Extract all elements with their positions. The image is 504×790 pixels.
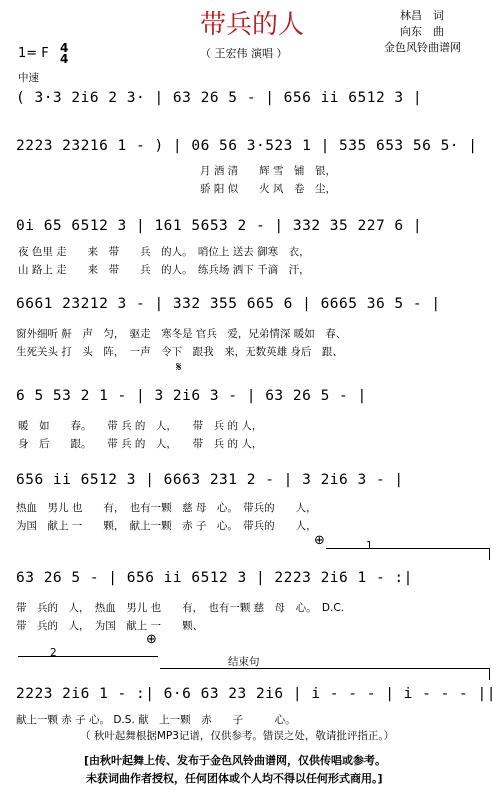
copyright-line-1: [由秋叶起舞上传、发布于金色风铃曲谱网，仅供传唱或参考。 <box>84 754 387 767</box>
score-row-5-lyrics-1: 暖 如 春。 带 兵 的 人， 带 兵 的 人， <box>18 420 263 432</box>
score-row-3-lyrics-1: 夜 色里 走 来 带 兵 的人。 哨位上 送去 御寒 衣， <box>18 246 310 258</box>
score-row-4-notes: 6661 23212 3 - | 332 355 665 6 | 6665 36 5 - | <box>16 296 441 312</box>
singer-credit: （ 王宏伟 演唱 ） <box>200 47 288 60</box>
key-signature: 1= F <box>18 46 49 61</box>
score-row-4-lyrics-1: 窗外细听 鼾 声 匀， 驱走 寒冬是 官兵 爱，兄弟情深 暖如 春、 <box>16 328 347 340</box>
score-row-2-lyrics-1: 月 酒 清 辉 雪 铺 银， <box>200 165 337 177</box>
score-row-3-lyrics-2: 山 路上 走 来 带 兵 的人。 练兵场 洒下 千滴 汗， <box>18 264 310 276</box>
ending-bracket-end <box>489 668 490 680</box>
volta-2-bracket <box>18 656 158 657</box>
score-row-6-lyrics-2: 为国 献上 一 颗， 献上一颗 赤 子 心。 带兵的 人， <box>16 520 317 532</box>
score-row-2-notes: 2223 23216 1 - ) | 06 56 3·523 1 | 535 653 56 5· | <box>16 138 478 154</box>
coda-sign-1: ⊕ <box>314 533 325 548</box>
score-row-8-notes: 2223 2i6 1 - :| 6·6 63 23 2i6 | i - - - | i - - - || <box>16 686 496 702</box>
score-row-5-lyrics-2: 身 后 跟。 带 兵 的 人， 带 兵 的 人， <box>18 438 263 450</box>
time-sig-bottom: 4 <box>60 52 69 66</box>
time-signature <box>60 43 68 65</box>
transcription-note: （ 秋叶起舞根据MP3记谱，仅供参考。错误之处，敬请批评指正。） <box>80 730 395 742</box>
score-row-5-notes: 6 5 53 2 1 - | 3 2i6 3 - | 63 26 5 - | <box>16 388 367 404</box>
volta-1-bracket <box>326 548 490 549</box>
score-row-6-notes: 656 ii 6512 3 | 6663 231 2 - | 3 2i6 3 - | <box>16 472 404 488</box>
score-row-3-notes: 0i 65 6512 3 | 161 5653 2 - | 332 35 227 6 | <box>16 218 423 234</box>
ending-bracket <box>160 668 490 669</box>
score-row-6-lyrics-1: 热血 男儿 也 有， 也有一颗 慈 母 心。 带兵的 人， <box>16 502 317 514</box>
composer-credit: 向东 曲 <box>400 25 444 38</box>
copyright-line-2: 未获词曲作者授权，任何团体或个人均不得以任何形式商用。] <box>86 772 383 785</box>
time-sig-top: 4 <box>60 41 69 55</box>
tempo-marking: 中速 <box>18 72 39 84</box>
ending-label: 结束句 <box>228 656 260 668</box>
score-row-7-lyrics-1: 带 兵的 人， 热血 男儿 也 有， 也有一颗 慈 母 心。 D.C. <box>16 602 345 614</box>
volta-2-label: 2 <box>50 647 57 659</box>
score-row-4-lyrics-2: 生死关头 打 头 阵， 一声 令下 跟我 来，无数英雄 身后 跟、 <box>16 346 343 358</box>
score-row-7-notes: 63 26 5 - | 656 ii 6512 3 | 2223 2i6 1 - :| <box>16 570 413 586</box>
source-credit: 金色风铃曲谱网 <box>384 41 461 54</box>
volta-1-label: 1 <box>366 540 373 552</box>
score-row-7-lyrics-2: 带 兵的 人， 为国 献上 一 颗、 <box>16 620 204 632</box>
volta-1-bracket-end <box>489 548 490 560</box>
score-row-8-lyrics-1: 献上一颗 赤 子 心。 D.S. 献 上一颗 赤 子 心。 <box>16 714 296 726</box>
score-row-1-notes: ( 3·3 2i6 2 3· | 63 26 5 - | 656 ii 6512 3 | <box>16 90 423 106</box>
coda-sign-2: ⊕ <box>146 632 157 647</box>
segno-sign: 𝄋 <box>176 360 182 375</box>
song-title: 带兵的人 <box>199 10 304 40</box>
lyricist-credit: 林昌 词 <box>400 9 444 22</box>
score-row-2-lyrics-2: 骄 阳 似 火 风 卷 尘， <box>200 183 337 195</box>
